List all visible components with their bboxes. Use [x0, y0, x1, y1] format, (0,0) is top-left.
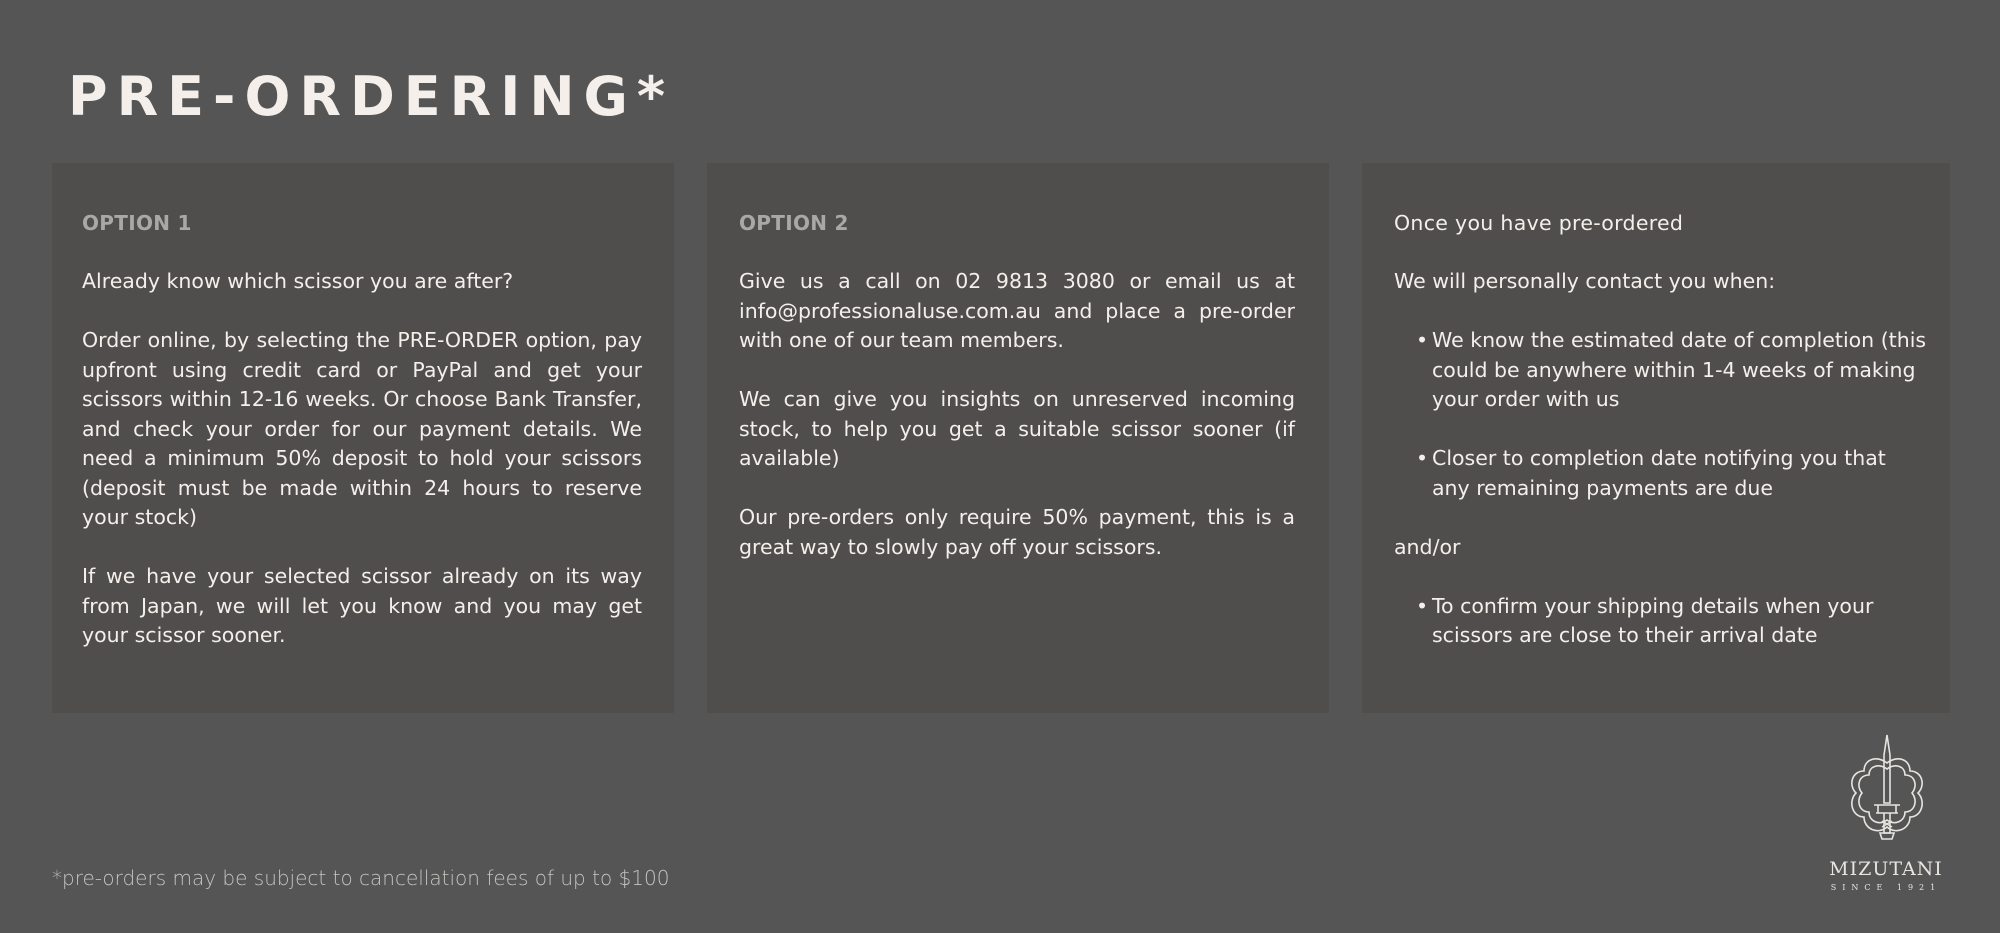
logo-since: SINCE 1921 — [1830, 883, 1942, 892]
list-item-text: To confirm your shipping details when your scissors are close to their arrival date — [1432, 593, 1874, 647]
option-1-heading: OPTION 1 — [82, 211, 192, 235]
bullet-icon: • — [1416, 593, 1429, 618]
contact-reasons-list — [1418, 326, 1928, 503]
and-or-connector: and/or — [1394, 534, 1461, 559]
list-item-text: We know the estimated date of completion (this could be anywhere within 1-4 weeks of making your order with us — [1432, 328, 1927, 411]
after-preorder-card — [1362, 163, 1950, 713]
after-preorder-heading: Once you have pre-ordered — [1394, 211, 1684, 235]
after-preorder-intro: We will personally contact you when: — [1394, 269, 1776, 293]
scissor-crest-icon — [1842, 733, 1932, 851]
list-item-text: Closer to completion date notifying you that any remaining payments are due — [1432, 446, 1886, 500]
shipping-list — [1418, 592, 1928, 651]
option-1-order-online: Order online, by selecting the PRE-ORDER option, pay upfront using credit card or PayPal and get your scissors within 12-16 weeks. Or choose Bank Transfer, and check your order for our payment details. We need a minimum 50% deposit to hold your scissors (deposit must be made within 24 hours to reserve your stock) — [82, 328, 642, 529]
bullet-icon: • — [1416, 446, 1429, 470]
mizutani-logo — [1820, 733, 1952, 893]
option-1-card — [52, 163, 674, 713]
cancellation-footnote: *pre-orders may be subject to cancellation fees of up to $100 — [52, 866, 670, 890]
option-1-on-its-way: If we have your selected scissor already on its way from Japan, we will let you know and you may get your scissor sooner. — [82, 564, 642, 647]
option-2-insights: We can give you insights on unreserved incoming stock, to help you get a suitable scissor sooner (if available) — [739, 387, 1295, 470]
option-2-contact: Give us a call on 02 9813 3080 or email us at info@professionaluse.com.au and place a pre-order with one of our team members. — [739, 269, 1295, 352]
option-2-heading: OPTION 2 — [739, 211, 849, 235]
list-item — [1418, 326, 1928, 415]
option-1-intro: Already know which scissor you are after? — [82, 269, 514, 293]
bullet-icon: • — [1416, 328, 1429, 352]
option-2-payment: Our pre-orders only require 50% payment, this is a great way to slowly pay off your scissors. — [739, 505, 1295, 559]
list-item — [1418, 592, 1928, 651]
logo-name: MIZUTANI — [1829, 858, 1943, 880]
option-2-card — [707, 163, 1329, 713]
list-item — [1418, 444, 1928, 503]
page-title: PRE-ORDERING* — [68, 65, 675, 128]
